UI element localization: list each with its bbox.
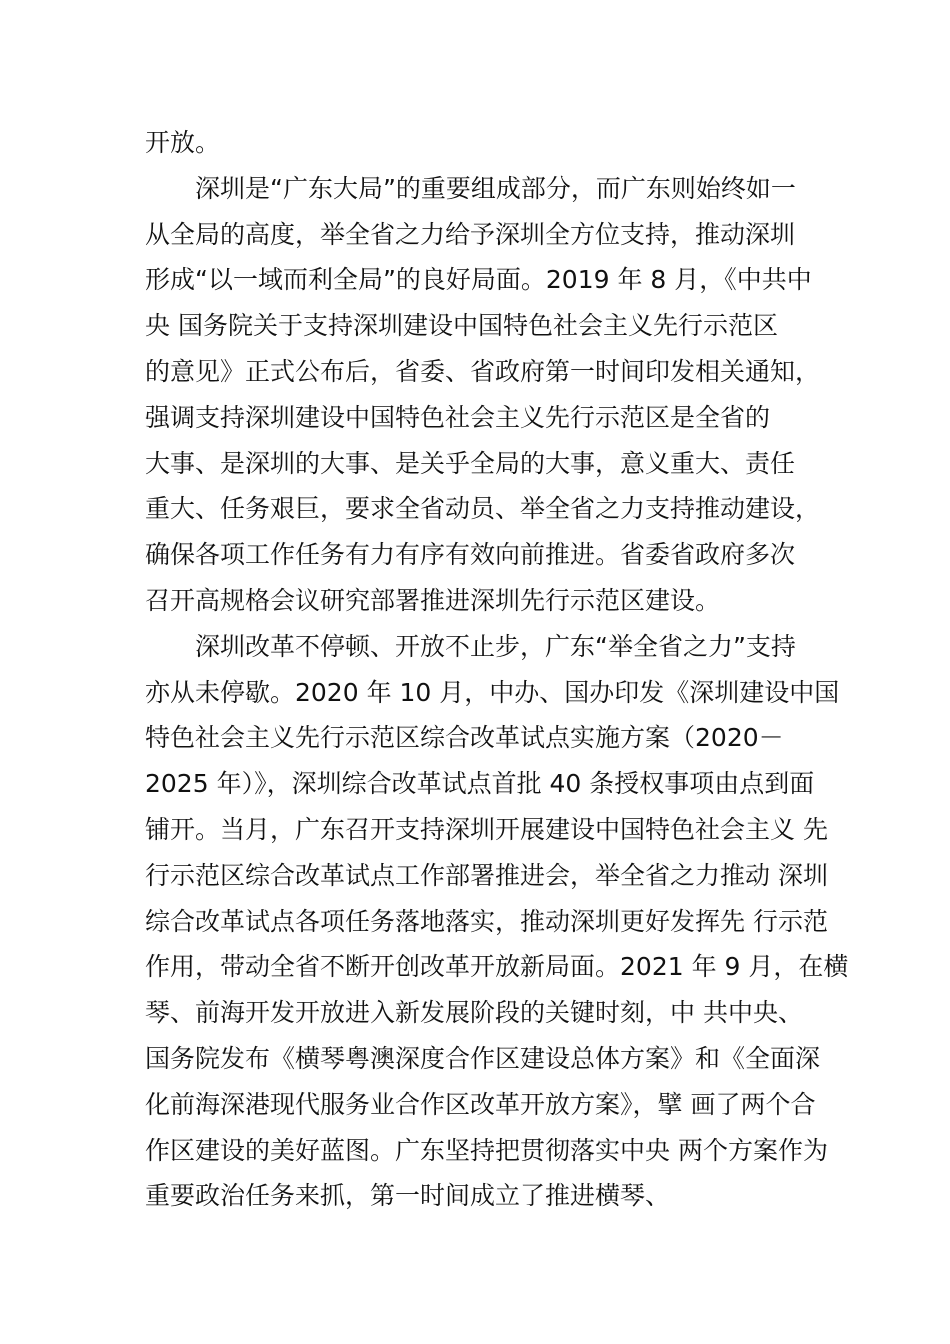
body-text <box>145 120 849 1219</box>
text-line-22: 化前海深港现代服务业合作区改革开放方案》，擘 画了两个合 <box>145 1089 816 1119</box>
text-line-24: 重要政治任务来抓，第一时间成立了推进横琴、 <box>145 1181 671 1211</box>
text-line-3: 从全局的高度，举全省之力给予深圳全方位支持，推动深圳 <box>145 219 796 249</box>
text-line-8: 大事、是深圳的大事、是关乎全局的大事，意义重大、责任 <box>145 448 796 478</box>
text-line-18: 综合改革试点各项任务落地落实，推动深圳更好发挥先 行示范 <box>145 906 828 936</box>
text-line-17: 行示范区综合改革试点工作部署推进会，举全省之力推动 深圳 <box>145 860 828 890</box>
text-line-23: 作区建设的美好蓝图。广东坚持把贯彻落实中央 两个方案作为 <box>145 1135 828 1165</box>
text-line-11: 召开高规格会议研究部署推进深圳先行示范区建设。 <box>145 585 721 615</box>
text-line-15: 2025 年）》，深圳综合改革试点首批 40 条授权事项由点到面 <box>145 769 815 799</box>
text-line-6: 的意见》正式公布后，省委、省政府第一时间印发相关通知， <box>145 356 821 386</box>
text-line-19: 作用，带动全省不断开创改革开放新局面。2021 年 9 月，在横 <box>145 952 849 982</box>
text-line-16: 铺开。当月，广东召开支持深圳开展建设中国特色社会主义 先 <box>145 814 828 844</box>
text-line-2: 深圳是“广东大局”的重要组成部分，而广东则始终如一 <box>195 173 796 203</box>
text-line-4: 形成“以一域而利全局”的良好局面。2019 年 8 月，《中共中 <box>145 265 812 295</box>
text-line-13: 亦从未停歇。2020 年 10 月，中办、国办印发《深圳建设中国 <box>145 677 840 707</box>
text-line-1: 开放。 <box>145 128 221 157</box>
text-line-21: 国务院发布《横琴粤澳深度合作区建设总体方案》和《全面深 <box>145 1043 821 1073</box>
text-line-20: 琴、前海开发开放进入新发展阶段的关键时刻，中 共中央、 <box>145 998 803 1028</box>
text-line-7: 强调支持深圳建设中国特色社会主义先行示范区是全省的 <box>145 402 771 432</box>
text-line-9: 重大、任务艰巨，要求全省动员、举全省之力支持推动建设， <box>145 494 821 524</box>
text-line-5: 央 国务院关于支持深圳建设中国特色社会主义先行示范区 <box>145 311 778 341</box>
text-line-14: 特色社会主义先行示范区综合改革试点实施方案（2020－ <box>145 723 784 753</box>
text-line-12: 深圳改革不停顿、开放不止步，广东“举全省之力”支持 <box>195 631 796 661</box>
text-line-10: 确保各项工作任务有力有序有效向前推进。省委省政府多次 <box>145 540 796 570</box>
